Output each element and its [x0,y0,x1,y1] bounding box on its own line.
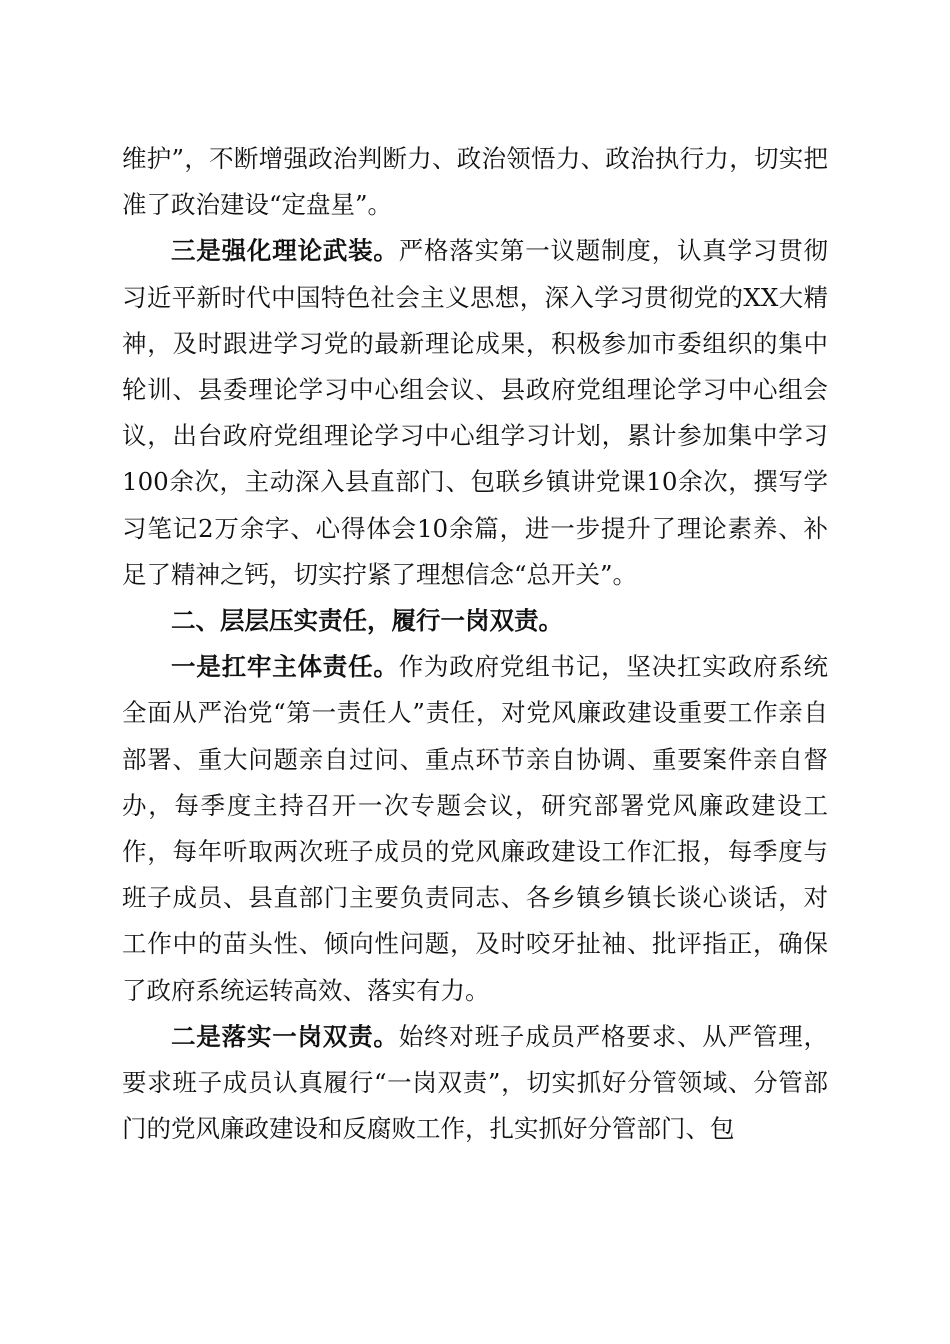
paragraph-text: 作为政府党组书记，坚决扛实政府系统全面从严治党“第一责任人”责任，对党风廉政建设重要工作亲自部署、重大问题亲自过问、重点环节亲自协调、重要案件亲自督办，每季度主持召开一次专题会议，研究部署党风廉政建设工作，每年听取两次班子成员的党风廉政建设工作汇报，每季度与班子成员、县直部门主要负责同志、各乡镇乡镇长谈心谈话，对工作中的苗头性、倾向性问题，及时咬牙扯袖、批评指正，确保了政府系统运转高效、落实有力。 [122,652,829,1005]
paragraph-dual-duty [122,1014,828,1153]
paragraph-text: 始终对班子成员严格要求、从严管理，要求班子成员认真履行“一岗双责”，切实抓好分管领域、分管部门的党风廉政建设和反腐败工作，扎实抓好分管部门、包 [122,1021,829,1144]
paragraph-strengthen-theory [122,228,828,598]
document-body [122,136,828,1152]
paragraph-continuation [122,136,828,228]
paragraph-main-responsibility [122,644,828,1014]
paragraph-text: 严格落实第一议题制度，认真学习贯彻习近平新时代中国特色社会主义思想，深入学习贯彻党的XX大精神，及时跟进学习党的最新理论成果，积极参加市委组织的集中轮训、县委理论学习中心组会议、县政府党组理论学习中心组会议，出台政府党组理论学习中心组学习计划，累计参加集中学习100余次，主动深入县直部门、包联乡镇讲党课10余次，撰写学习笔记2万余字、心得体会10余篇，进一步提升了理论素养、补足了精神之钙，切实拧紧了理想信念“总开关”。 [122,236,829,589]
paragraph-lead: 一是扛牢主体责任。 [171,652,399,682]
paragraph-lead: 二是落实一岗双责。 [171,1021,399,1051]
section-heading [122,598,828,644]
section-heading-text: 二、层层压实责任，履行一岗双责。 [171,606,563,636]
paragraph-lead: 三是强化理论武装。 [171,236,399,266]
paragraph-text: 维护”，不断增强政治判断力、政治领悟力、政治执行力，切实把准了政治建设“定盘星”。 [122,144,828,220]
